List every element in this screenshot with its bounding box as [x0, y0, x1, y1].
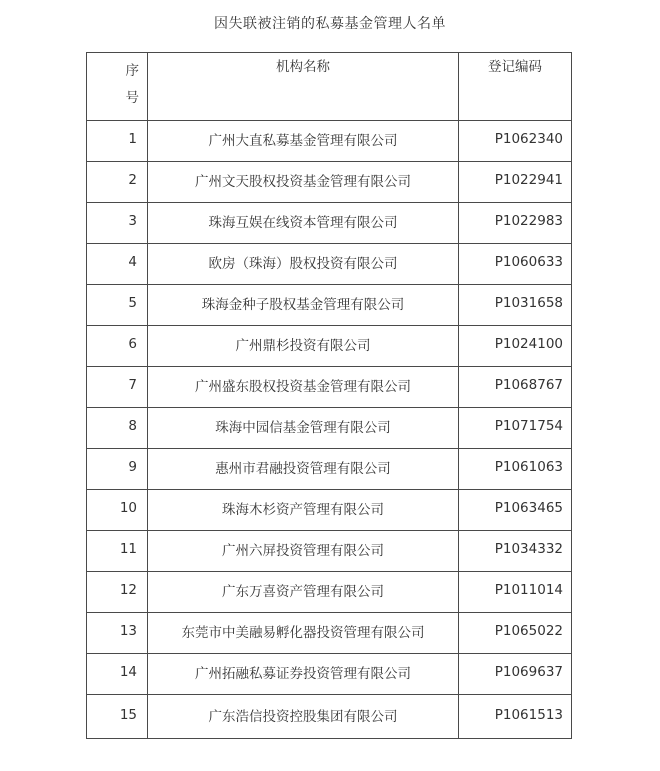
cell-code: P1022983 [459, 203, 572, 244]
cell-name: 珠海木杉资产管理有限公司 [148, 490, 459, 531]
cell-name: 广东浩信投资控股集团有限公司 [148, 695, 459, 739]
cell-name: 广州盛东股权投资基金管理有限公司 [148, 367, 459, 408]
cell-seq: 6 [87, 326, 148, 367]
cell-seq: 11 [87, 531, 148, 572]
table-row [87, 244, 572, 285]
cell-name: 东莞市中美融易孵化器投资管理有限公司 [148, 613, 459, 654]
cell-code: P1022941 [459, 162, 572, 203]
table-row [87, 203, 572, 244]
table-row [87, 408, 572, 449]
cell-code: P1069637 [459, 654, 572, 695]
cell-name: 广州拓融私募证券投资管理有限公司 [148, 654, 459, 695]
table-row [87, 326, 572, 367]
cell-code: P1063465 [459, 490, 572, 531]
cell-seq: 7 [87, 367, 148, 408]
manager-table [86, 52, 572, 739]
cell-seq: 13 [87, 613, 148, 654]
table-header-row [87, 53, 572, 121]
cell-seq: 12 [87, 572, 148, 613]
column-header-name: 机构名称 [148, 53, 459, 121]
cell-seq: 10 [87, 490, 148, 531]
cell-code: P1024100 [459, 326, 572, 367]
cell-code: P1034332 [459, 531, 572, 572]
cell-name: 珠海中园信基金管理有限公司 [148, 408, 459, 449]
cell-seq: 15 [87, 695, 148, 739]
table-row [87, 285, 572, 326]
cell-name: 惠州市君融投资管理有限公司 [148, 449, 459, 490]
cell-name: 广州鼎杉投资有限公司 [148, 326, 459, 367]
cell-name: 广州六屏投资管理有限公司 [148, 531, 459, 572]
cell-seq: 2 [87, 162, 148, 203]
column-header-seq [87, 53, 148, 121]
cell-name: 欧房（珠海）股权投资有限公司 [148, 244, 459, 285]
cell-name: 广州大直私募基金管理有限公司 [148, 121, 459, 162]
table-row [87, 121, 572, 162]
cell-code: P1065022 [459, 613, 572, 654]
table-row [87, 449, 572, 490]
cell-seq: 8 [87, 408, 148, 449]
column-header-seq-line1: 序 [125, 63, 139, 79]
cell-code: P1061513 [459, 695, 572, 739]
cell-seq: 5 [87, 285, 148, 326]
cell-code: P1068767 [459, 367, 572, 408]
column-header-code: 登记编码 [459, 53, 572, 121]
cell-seq: 9 [87, 449, 148, 490]
cell-code: P1060633 [459, 244, 572, 285]
table-row [87, 367, 572, 408]
table-row [87, 654, 572, 695]
table-row [87, 162, 572, 203]
column-header-seq-line2: 号 [125, 90, 139, 106]
cell-seq: 1 [87, 121, 148, 162]
cell-code: P1011014 [459, 572, 572, 613]
document-title: 因失联被注销的私募基金管理人名单 [214, 16, 446, 32]
cell-seq: 3 [87, 203, 148, 244]
cell-code: P1031658 [459, 285, 572, 326]
cell-code: P1071754 [459, 408, 572, 449]
cell-code: P1062340 [459, 121, 572, 162]
cell-name: 珠海金种子股权基金管理有限公司 [148, 285, 459, 326]
cell-code: P1061063 [459, 449, 572, 490]
table-row [87, 613, 572, 654]
table-row [87, 695, 572, 739]
cell-name: 广州文天股权投资基金管理有限公司 [148, 162, 459, 203]
cell-seq: 14 [87, 654, 148, 695]
table-row [87, 531, 572, 572]
table-row [87, 490, 572, 531]
cell-name: 广东万喜资产管理有限公司 [148, 572, 459, 613]
table-row [87, 572, 572, 613]
cell-seq: 4 [87, 244, 148, 285]
cell-name: 珠海互娱在线资本管理有限公司 [148, 203, 459, 244]
